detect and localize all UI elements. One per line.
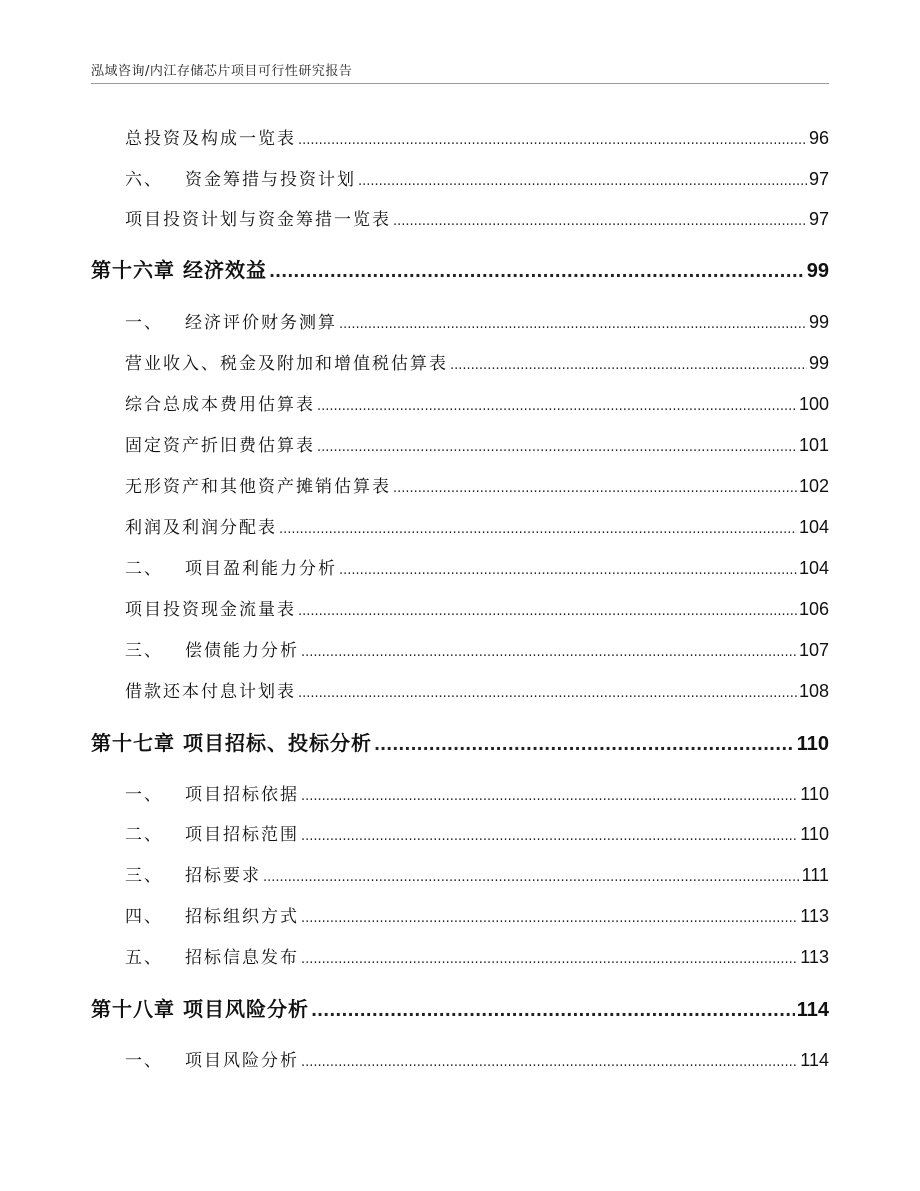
toc-entry-title: 利润及利润分配表 — [125, 518, 277, 538]
toc-entry-number: 二、 — [125, 559, 163, 579]
toc-entry-page: 96 — [808, 128, 829, 148]
toc-entry[interactable] — [125, 554, 829, 579]
toc-leader-dots — [393, 481, 797, 496]
toc-entry[interactable] — [125, 431, 829, 456]
toc-entry[interactable] — [125, 472, 829, 497]
toc-entry-page: 113 — [800, 906, 829, 926]
toc-leader-dots — [298, 686, 797, 701]
toc-leader-dots — [450, 358, 807, 373]
toc-chapter-page: 114 — [796, 999, 829, 1021]
toc-entry-number: 三、 — [125, 641, 163, 661]
toc-leader-dots — [311, 1001, 795, 1020]
toc-entry[interactable] — [125, 943, 829, 968]
toc-entry-page: 97 — [808, 209, 829, 229]
toc-entry-title: 无形资产和其他资产摊销估算表 — [125, 477, 391, 497]
toc-entry-page: 114 — [800, 1050, 829, 1070]
toc-chapter-page: 110 — [796, 733, 829, 755]
toc-entry-page: 111 — [801, 865, 829, 885]
toc-leader-dots — [358, 174, 807, 189]
toc-entry-title: 招标信息发布 — [185, 948, 299, 968]
toc-entry-title: 综合总成本费用估算表 — [125, 395, 315, 415]
toc-leader-dots — [339, 317, 807, 332]
toc-entry-title: 借款还本付息计划表 — [125, 682, 296, 702]
toc-leader-dots — [301, 1055, 798, 1070]
toc-entry[interactable] — [125, 205, 829, 230]
toc-entry-title: 经济评价财务测算 — [185, 313, 337, 333]
toc-leader-dots — [269, 262, 805, 281]
toc-entry-page: 99 — [808, 312, 829, 332]
toc-entry-title: 项目投资计划与资金筹措一览表 — [125, 210, 391, 230]
toc-entry[interactable] — [125, 513, 829, 538]
toc-entry[interactable] — [125, 349, 829, 374]
toc-entry-page: 99 — [808, 353, 829, 373]
toc-entry-title: 招标组织方式 — [185, 907, 299, 927]
toc-entry-title: 固定资产折旧费估算表 — [125, 436, 315, 456]
toc-entry[interactable] — [125, 390, 829, 415]
toc-leader-dots — [301, 911, 798, 926]
toc-entry[interactable] — [125, 677, 829, 702]
toc-entry-page: 101 — [798, 435, 829, 455]
toc-entry-page: 107 — [798, 640, 829, 660]
toc-entry[interactable] — [125, 124, 829, 149]
toc-entry-page: 106 — [798, 599, 829, 619]
toc-chapter-title: 第十六章 经济效益 — [91, 258, 267, 282]
toc-entry-title: 总投资及构成一览表 — [125, 129, 296, 149]
toc-entry-number: 四、 — [125, 907, 163, 927]
toc-leader-dots — [339, 563, 797, 578]
toc-entry-title: 项目投资现金流量表 — [125, 600, 296, 620]
toc-entry[interactable] — [125, 861, 829, 886]
toc-entry-page: 100 — [798, 394, 829, 414]
toc-entry[interactable] — [125, 308, 829, 333]
toc-leader-dots — [374, 735, 795, 754]
toc-entry-page: 104 — [798, 558, 829, 578]
toc-entry-number: 五、 — [125, 948, 163, 968]
toc-entry-page: 113 — [800, 947, 829, 967]
toc-entry-number: 二、 — [125, 825, 163, 845]
toc-entry-title: 项目招标依据 — [185, 785, 299, 805]
toc-entry-page: 110 — [800, 784, 829, 804]
toc-entry-page: 97 — [808, 169, 829, 189]
toc-chapter-title: 第十七章 项目招标、投标分析 — [91, 731, 372, 755]
toc-entry[interactable] — [125, 902, 829, 927]
toc-chapter-entry[interactable] — [91, 993, 829, 1022]
toc-entry[interactable] — [125, 1046, 829, 1071]
toc-leader-dots — [279, 522, 797, 537]
toc-entry-page: 110 — [800, 824, 829, 844]
toc-leader-dots — [317, 440, 797, 455]
toc-chapter-entry[interactable] — [91, 254, 829, 283]
toc-entry-page: 108 — [798, 681, 829, 701]
toc-entry-page: 104 — [798, 517, 829, 537]
toc-entry-title: 项目招标范围 — [185, 825, 299, 845]
toc-entry-title: 招标要求 — [185, 866, 261, 886]
toc-entry[interactable] — [125, 165, 829, 190]
toc-leader-dots — [317, 399, 797, 414]
toc-leader-dots — [301, 829, 798, 844]
toc-entry-title: 项目盈利能力分析 — [185, 559, 337, 579]
toc-leader-dots — [393, 214, 807, 229]
toc-leader-dots — [301, 952, 798, 967]
toc-entry-number: 一、 — [125, 785, 163, 805]
toc-leader-dots — [301, 789, 798, 804]
toc-leader-dots — [263, 870, 800, 885]
running-header: 泓域咨询/内江存储芯片项目可行性研究报告 — [91, 64, 353, 79]
toc-entry-title: 偿债能力分析 — [185, 641, 299, 661]
toc-entry-title: 资金筹措与投资计划 — [185, 170, 356, 190]
toc-entry-number: 三、 — [125, 866, 163, 886]
toc-entry-number: 一、 — [125, 1051, 163, 1071]
toc-entry-title: 营业收入、税金及附加和增值税估算表 — [125, 354, 448, 374]
toc-chapter-page: 99 — [806, 260, 829, 282]
toc-leader-dots — [298, 133, 807, 148]
toc-entry[interactable] — [125, 780, 829, 805]
toc-entry-number: 一、 — [125, 313, 163, 333]
toc-chapter-entry[interactable] — [91, 727, 829, 756]
toc-entry[interactable] — [125, 636, 829, 661]
toc-leader-dots — [301, 645, 797, 660]
toc-chapter-title: 第十八章 项目风险分析 — [91, 997, 309, 1021]
toc-leader-dots — [298, 604, 797, 619]
toc-entry[interactable] — [125, 595, 829, 620]
toc-entry-page: 102 — [798, 476, 829, 496]
toc-entry[interactable] — [125, 820, 829, 845]
toc-entry-number: 六、 — [125, 170, 163, 190]
toc-entry-title: 项目风险分析 — [185, 1051, 299, 1071]
